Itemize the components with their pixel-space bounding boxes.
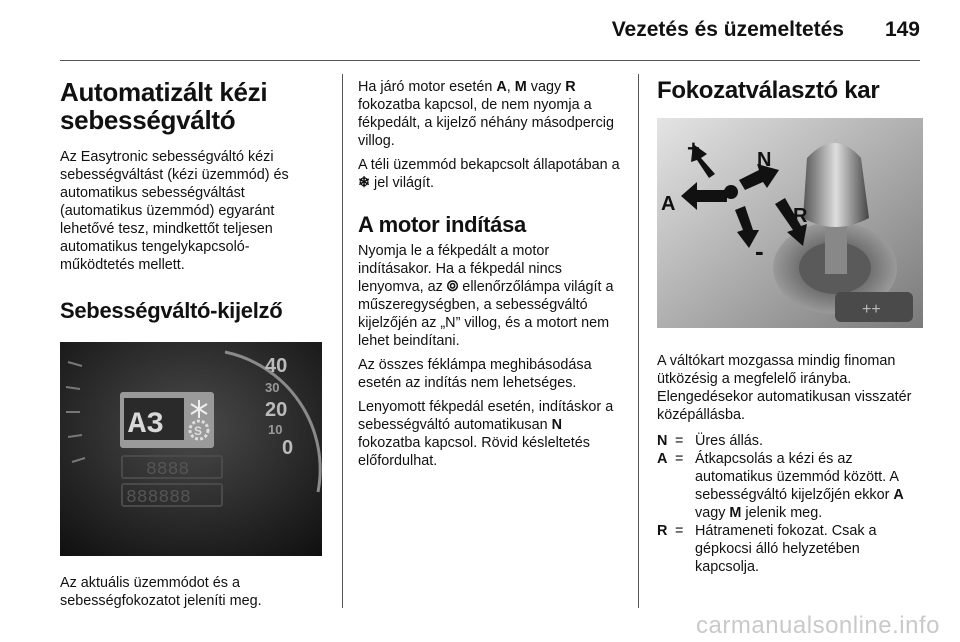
svg-text:20: 20 (265, 399, 288, 421)
snowflake-icon: ❄ (358, 175, 371, 191)
column-divider (342, 74, 343, 608)
lever-instructions: A váltókart mozgassa mindig finoman ütközésig a megfelelő irányba. Elengedésekor automatikusan visszatér középállásba. (657, 353, 912, 423)
subsection-heading: Sebességváltó-kijelző (60, 298, 283, 323)
running-title: Vezetés és üzemeltetés (611, 18, 844, 41)
section-heading: Fokozatválasztó kar (657, 77, 880, 104)
svg-text:0: 0 (282, 437, 294, 459)
lever-label-minus: - (755, 236, 764, 266)
watermark: carmanualsonline.info (696, 612, 940, 639)
paragraph-brake-lamps: Az összes féklámpa meghibásodása esetén az indítás nem lehetséges. (358, 357, 592, 391)
page-number: 149 (884, 18, 920, 41)
paragraph-start: Nyomja le a fékpedált a motor indításakor. Ha a fékpedál nincs lenyomva, az ⦾ ellenőrzőlámpa világít a műszeregységben, a sebességváltó kijelzőjén az „N” villog, és a motort nem lehet beindítani. (358, 243, 614, 349)
gear-lever-photo (657, 118, 923, 328)
lever-label-r: R (793, 205, 808, 227)
svg-text:++: ++ (862, 301, 881, 318)
svg-text:888888: 888888 (126, 488, 191, 508)
header-rule (60, 60, 920, 61)
intro-paragraph: Az Easytronic sebességváltó kézi sebességváltást (kézi üzemmód) és automatikus sebességváltást (automatikus üzemmód) egyaránt lehetővé tesz, mindkettőt teljesen automatikus tengelykapcsoló-működtetés mellett. (60, 149, 289, 273)
column-1 (60, 78, 322, 610)
definition-item: R = Hátrameneti fokozat. Csak a gépkocsi álló helyzetében kapcsolja. (657, 523, 877, 575)
section-heading: Automatizált kézi sebességváltó (60, 77, 268, 135)
svg-text:40: 40 (265, 355, 288, 377)
svg-text:S: S (194, 424, 203, 438)
svg-text:10: 10 (268, 422, 283, 437)
lever-label-a: A (661, 193, 676, 215)
display-caption: Az aktuális üzemmódot és a sebességfokozatot jeleníti meg. (60, 575, 262, 609)
lever-label-n: N (757, 149, 772, 171)
paragraph-neutral: Lenyomott fékpedál esetén, indításkor a sebességváltó automatikusan N fokozatba kapcsol. Rövid késleltetés előfordulhat. (358, 399, 614, 469)
definition-item: A = Átkapcsolás a kézi és az automatikus üzemmód között. A sebességváltó kijelzőjén ekkor A vagy M jelenik meg. (657, 451, 904, 521)
svg-text:8888: 8888 (146, 460, 190, 480)
column-2 (358, 78, 622, 470)
gear-display-text: A3 (128, 408, 165, 442)
column-divider (638, 74, 639, 608)
brake-warning-icon: ⦾ (446, 279, 459, 295)
svg-text:30: 30 (265, 380, 280, 395)
paragraph-winter-mode: A téli üzemmód bekapcsolt állapotában a ❄ jel világít. (358, 157, 620, 191)
definition-item: N = Üres állás. (657, 433, 763, 449)
lever-label-plus: + (687, 136, 700, 161)
subsection-heading: A motor indítása (358, 212, 526, 237)
definition-list (657, 432, 923, 576)
transmission-display-photo (60, 342, 322, 556)
page-header (60, 14, 920, 54)
paragraph-flashing: Ha járó motor esetén A, M vagy R fokozatba kapcsol, de nem nyomja a fékpedált, a kijelző néhány másodpercig villog. (358, 79, 614, 149)
column-3 (657, 78, 923, 576)
